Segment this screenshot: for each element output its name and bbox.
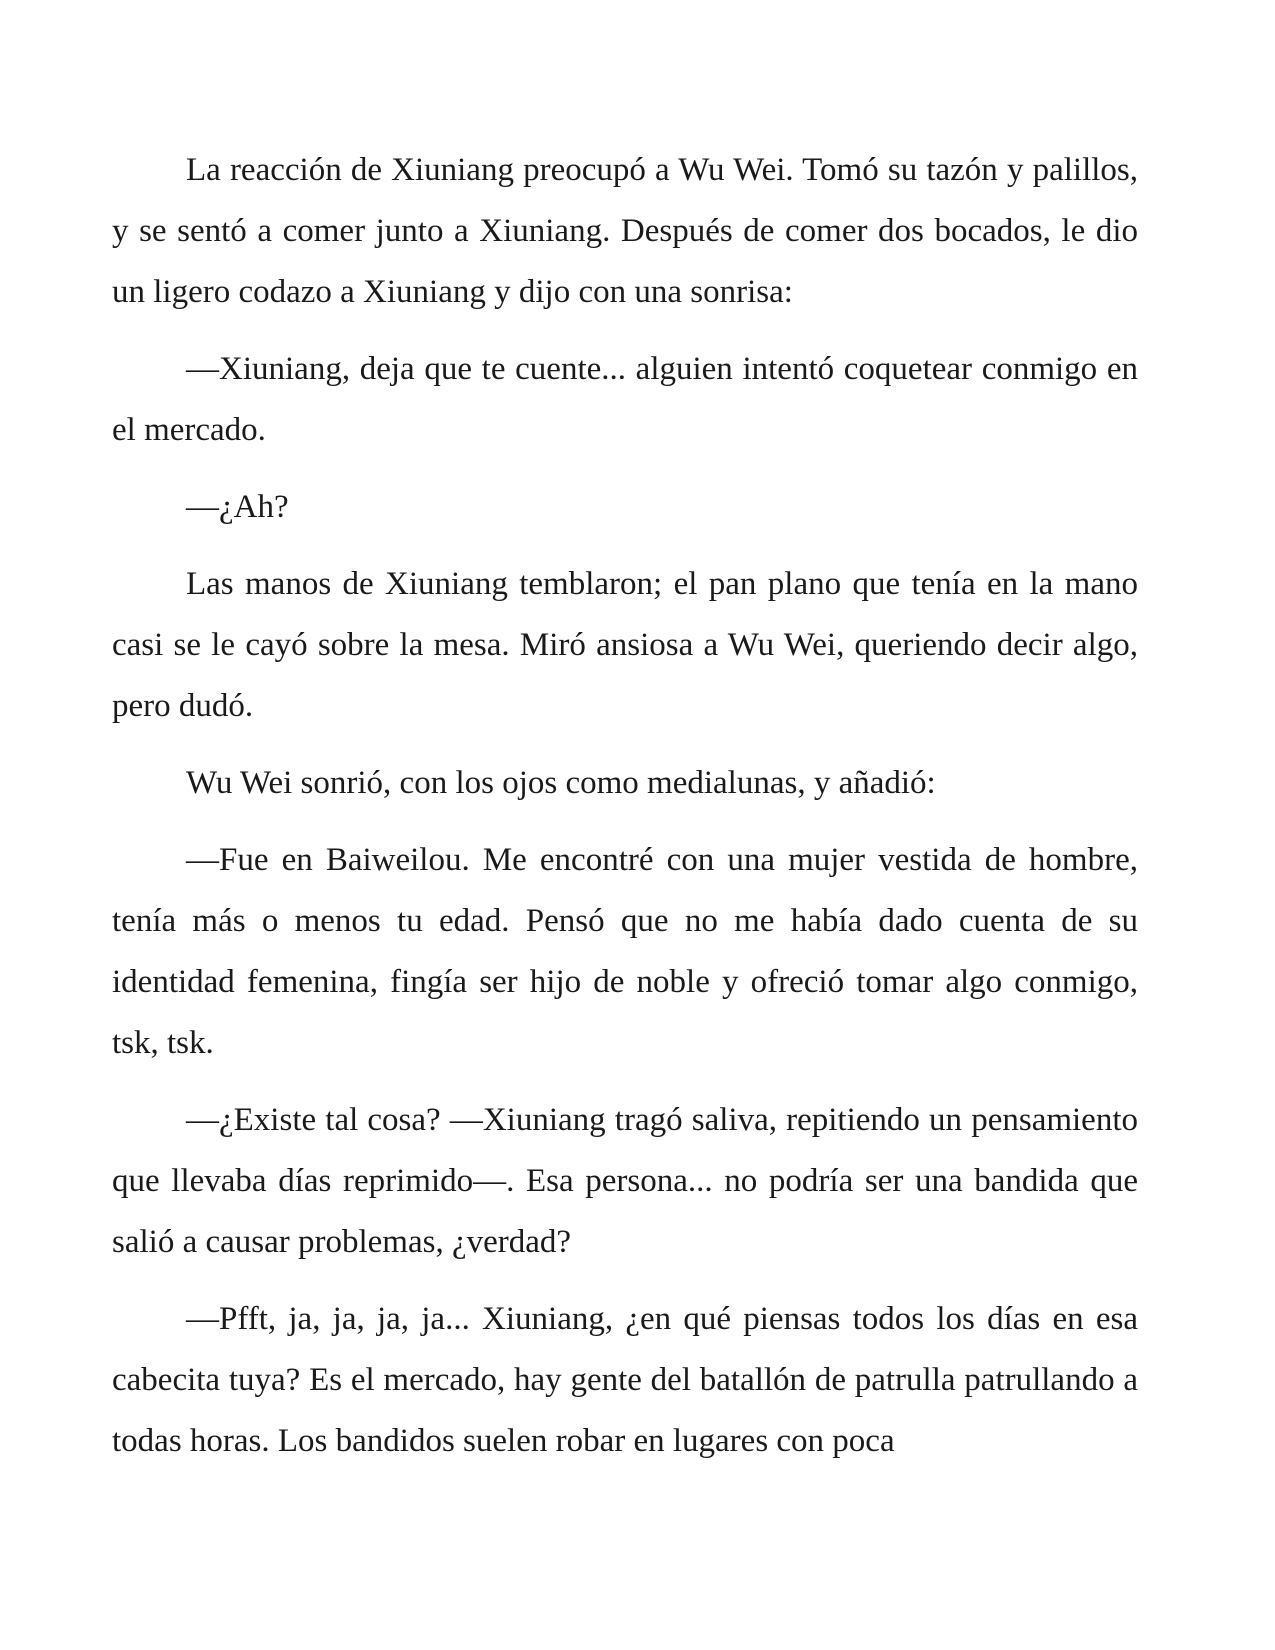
paragraph: Las manos de Xiuniang temblaron; el pan plano que tenía en la mano casi se le cayó sobre la mesa. Miró ansiosa a Wu Wei, queriendo decir algo, pero dudó. bbox=[112, 566, 1138, 724]
document-page bbox=[112, 140, 1138, 1488]
paragraph: —¿Existe tal cosa? —Xiuniang tragó saliva, repitiendo un pensamiento que llevaba días reprimido—. Esa persona... no podría ser una bandida que salió a causar problemas, ¿verdad? bbox=[112, 1102, 1138, 1260]
paragraph: —Pfft, ja, ja, ja, ja... Xiuniang, ¿en qué piensas todos los días en esa cabecita tuya? Es el mercado, hay gente del batallón de patrulla patrullando a todas horas. Los bandidos suelen robar en lugares con poca bbox=[112, 1301, 1138, 1459]
paragraph: Wu Wei sonrió, con los ojos como medialunas, y añadió: bbox=[186, 765, 936, 801]
paragraph: —Fue en Baiweilou. Me encontré con una mujer vestida de hombre, tenía más o menos tu edad. Pensó que no me había dado cuenta de su identidad femenina, fingía ser hijo de noble y ofreció tomar algo conmigo, tsk, tsk. bbox=[112, 842, 1138, 1061]
paragraph: —¿Ah? bbox=[186, 489, 289, 525]
paragraph: La reacción de Xiuniang preocupó a Wu Wei. Tomó su tazón y palillos, y se sentó a comer junto a Xiuniang. Después de comer dos bocados, le dio un ligero codazo a Xiuniang y dijo con una sonrisa: bbox=[112, 152, 1138, 310]
paragraph: —Xiuniang, deja que te cuente... alguien intentó coquetear conmigo en el mercado. bbox=[112, 351, 1138, 448]
